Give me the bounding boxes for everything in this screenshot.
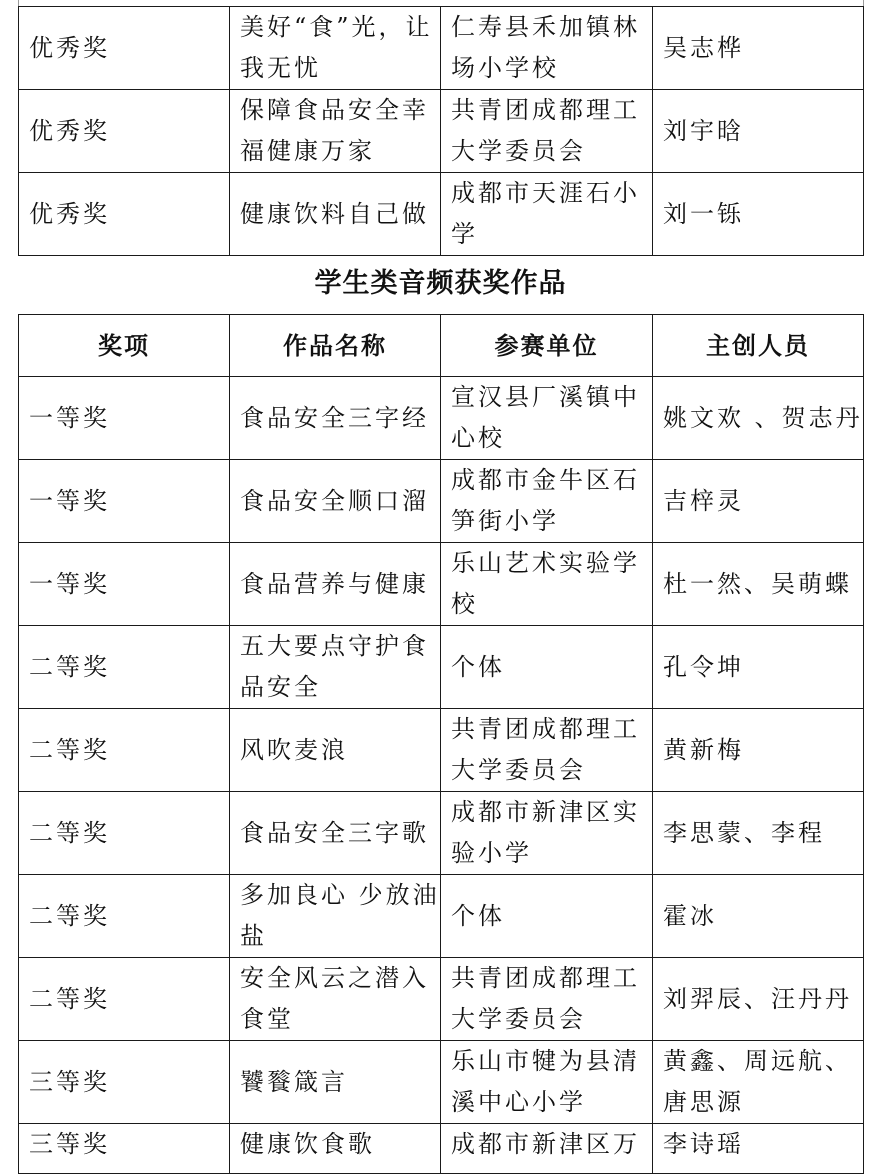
award-cell: 二等奖 (19, 626, 230, 709)
table-row (19, 626, 864, 709)
table-row (19, 792, 864, 875)
title-cell: 食品安全三字歌 (230, 792, 441, 875)
unit-cell: 仁寿县禾加镇林场小学校 (441, 7, 653, 90)
award-cell: 三等奖 (19, 1041, 230, 1124)
title-cell: 饕餮箴言 (230, 1041, 441, 1124)
award-cell: 一等奖 (19, 377, 230, 460)
title-cell: 健康饮食歌 (230, 1124, 441, 1174)
title-cell: 食品安全三字经 (230, 377, 441, 460)
table-row (19, 377, 864, 460)
award-cell: 一等奖 (19, 543, 230, 626)
table-row (19, 90, 864, 173)
unit-cell: 共青团成都理工大学委员会 (441, 90, 653, 173)
award-cell: 二等奖 (19, 709, 230, 792)
author-cell: 姚文欢 、贺志丹 (653, 377, 864, 460)
award-cell: 二等奖 (19, 792, 230, 875)
table-row (19, 1041, 864, 1124)
award-cell: 一等奖 (19, 460, 230, 543)
header-title: 作品名称 (230, 315, 441, 377)
award-cell: 优秀奖 (19, 173, 230, 256)
table-row (19, 709, 864, 792)
title-cell: 五大要点守护食品安全 (230, 626, 441, 709)
table-row (19, 875, 864, 958)
author-cell: 黄鑫、周远航、唐思源 (653, 1041, 864, 1124)
header-unit: 参赛单位 (441, 315, 653, 377)
title-cell: 美好“食”光，让我无忧 (230, 7, 441, 90)
title-cell: 风吹麦浪 (230, 709, 441, 792)
header-author: 主创人员 (653, 315, 864, 377)
award-cell: 三等奖 (19, 1124, 230, 1174)
unit-cell: 成都市天涯石小学 (441, 173, 653, 256)
author-cell: 刘羿辰、汪丹丹 (653, 958, 864, 1041)
author-cell: 孔令坤 (653, 626, 864, 709)
author-cell: 吉梓灵 (653, 460, 864, 543)
unit-cell: 个体 (441, 626, 653, 709)
title-cell: 健康饮料自己做 (230, 173, 441, 256)
author-cell: 刘宇晗 (653, 90, 864, 173)
title-cell: 食品营养与健康 (230, 543, 441, 626)
award-cell: 二等奖 (19, 875, 230, 958)
unit-cell: 共青团成都理工大学委员会 (441, 709, 653, 792)
author-cell: 李思蒙、李程 (653, 792, 864, 875)
unit-cell: 成都市金牛区石笋街小学 (441, 460, 653, 543)
title-cell: 多加良心 少放油盐 (230, 875, 441, 958)
awards-table-continued (18, 6, 864, 256)
author-cell: 黄新梅 (653, 709, 864, 792)
author-cell: 刘一铄 (653, 173, 864, 256)
table-row (19, 460, 864, 543)
award-cell: 优秀奖 (19, 90, 230, 173)
unit-cell: 共青团成都理工大学委员会 (441, 958, 653, 1041)
title-cell: 保障食品安全幸福健康万家 (230, 90, 441, 173)
unit-cell: 成都市新津区实验小学 (441, 792, 653, 875)
author-cell: 杜一然、吴萌蝶 (653, 543, 864, 626)
author-cell: 霍冰 (653, 875, 864, 958)
student-audio-awards-table (18, 314, 864, 1174)
unit-cell: 乐山艺术实验学校 (441, 543, 653, 626)
author-cell: 李诗瑶 (653, 1124, 864, 1174)
table-row (19, 7, 864, 90)
author-cell: 吴志桦 (653, 7, 864, 90)
section-title: 学生类音频获奖作品 (314, 268, 567, 299)
table-row (19, 173, 864, 256)
table-row (19, 1124, 864, 1174)
title-cell: 食品安全顺口溜 (230, 460, 441, 543)
unit-cell: 乐山市犍为县清溪中心小学 (441, 1041, 653, 1124)
table-row (19, 543, 864, 626)
award-cell: 二等奖 (19, 958, 230, 1041)
table-row (19, 958, 864, 1041)
table-header-row (19, 315, 864, 377)
unit-cell: 成都市新津区万 (441, 1124, 653, 1174)
award-cell: 优秀奖 (19, 7, 230, 90)
unit-cell: 个体 (441, 875, 653, 958)
header-award: 奖项 (19, 315, 230, 377)
unit-cell: 宣汉县厂溪镇中心校 (441, 377, 653, 460)
title-cell: 安全风云之潜入食堂 (230, 958, 441, 1041)
